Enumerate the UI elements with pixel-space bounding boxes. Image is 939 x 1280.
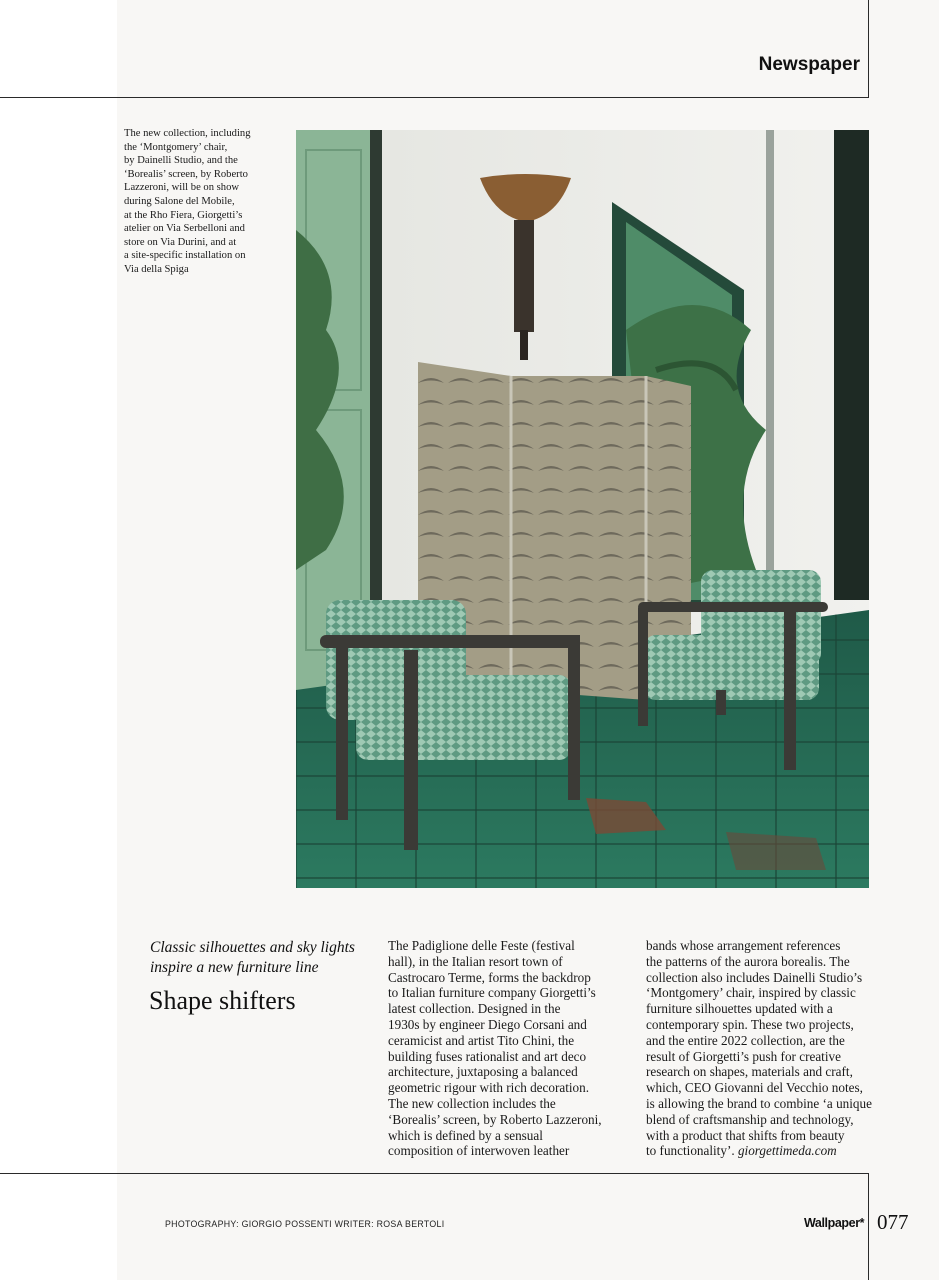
body-line: architecture, juxtaposing a balanced xyxy=(388,1064,578,1080)
body-line: to Italian furniture company Giorgetti’s xyxy=(388,985,596,1001)
body-line: which, CEO Giovanni del Vecchio notes, xyxy=(646,1080,863,1096)
magazine-logo: Wallpaper* xyxy=(804,1216,865,1230)
body-line: bands whose arrangement references xyxy=(646,938,841,953)
footer-rule xyxy=(0,1173,869,1174)
body-line-text: to functionality’. xyxy=(646,1143,735,1159)
body-line: 1930s by engineer Diego Corsani and xyxy=(388,1016,587,1032)
photo-caption xyxy=(124,127,274,277)
body-line: geometric rigour with rich decoration. xyxy=(388,1080,590,1096)
body-line: blend of craftsmanship and technology, xyxy=(646,1111,854,1127)
body-line: latest collection. Designed in the xyxy=(388,1001,561,1017)
body-column-2 xyxy=(646,938,886,1159)
page-number: 077 xyxy=(877,1210,909,1234)
caption-line: Lazzeroni, will be on show xyxy=(124,182,240,194)
body-line: The new collection includes the xyxy=(388,1095,556,1111)
caption-line: the ‘Montgomery’ chair, xyxy=(124,141,228,153)
body-line: building fuses rationalist and art deco xyxy=(388,1048,587,1064)
body-line: Castrocaro Terme, forms the backdrop xyxy=(388,969,591,985)
caption-line: atelier on Via Serbelloni and xyxy=(124,223,245,235)
caption-line: a site-specific installation on xyxy=(124,250,246,262)
section-label: Newspaper xyxy=(758,54,860,75)
body-line: composition of interwoven leather xyxy=(388,1143,570,1159)
caption-line: Via della Spiga xyxy=(124,263,189,275)
body-line: collection also includes Dainelli Studio’s xyxy=(646,969,863,985)
body-line: contemporary spin. These two projects, xyxy=(646,1016,854,1032)
article-headline: Shape shifters xyxy=(149,986,296,1015)
caption-line: at the Rho Fiera, Giorgetti’s xyxy=(124,209,243,221)
body-line: which is defined by a sensual xyxy=(388,1127,543,1143)
body-line: furniture silhouettes updated with a xyxy=(646,1001,833,1017)
article-standfirst xyxy=(150,938,370,978)
body-line: is allowing the brand to combine ‘a unique xyxy=(646,1095,872,1111)
footer-margin-rule xyxy=(868,1173,869,1280)
body-line: ‘Montgomery’ chair, inspired by classic xyxy=(646,985,856,1001)
caption-line: ‘Borealis’ screen, by Roberto xyxy=(124,168,248,180)
header-rule xyxy=(0,97,869,98)
feature-photo xyxy=(296,130,869,888)
standfirst-line: inspire a new furniture line xyxy=(150,959,319,976)
standfirst-line: Classic silhouettes and sky lights xyxy=(150,939,355,956)
interior-illustration xyxy=(296,130,869,888)
body-line: research on shapes, materials and craft, xyxy=(646,1064,853,1080)
body-line-final xyxy=(646,1143,886,1159)
body-line: ‘Borealis’ screen, by Roberto Lazzeroni, xyxy=(388,1111,602,1127)
website-link[interactable]: giorgettimeda.com xyxy=(737,1143,837,1159)
body-line: The Padiglione delle Feste (festival xyxy=(388,938,575,953)
caption-line: store on Via Durini, and at xyxy=(124,236,237,248)
body-column-1 xyxy=(388,938,623,1159)
body-line: ceramicist and artist Tito Chini, the xyxy=(388,1032,575,1048)
body-line: with a product that shifts from beauty xyxy=(646,1127,845,1143)
body-line: the patterns of the aurora borealis. The xyxy=(646,953,850,969)
caption-line: by Dainelli Studio, and the xyxy=(124,155,238,167)
photo-credits: PHOTOGRAPHY: GIORGIO POSSENTI WRITER: ROSA BERTOLI xyxy=(165,1219,445,1229)
right-margin-rule xyxy=(868,0,869,98)
caption-line: during Salone del Mobile, xyxy=(124,195,235,207)
body-line: and the entire 2022 collection, are the xyxy=(646,1032,845,1048)
body-line: result of Giorgetti’s push for creative xyxy=(646,1048,841,1064)
body-line: hall), in the Italian resort town of xyxy=(388,953,563,969)
caption-line: The new collection, including xyxy=(124,128,251,139)
